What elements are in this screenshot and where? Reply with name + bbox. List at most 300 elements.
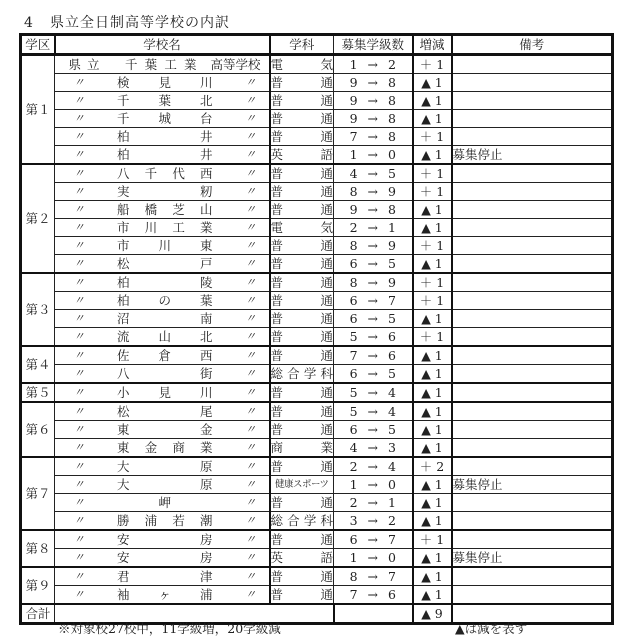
change-cell: ▲ 1: [413, 219, 452, 237]
school-prefix: 〃: [73, 570, 85, 583]
school-name-char: 房: [199, 532, 213, 547]
classes-cell: [334, 402, 413, 421]
classes-from: 6: [349, 256, 358, 271]
school-prefix: 〃: [73, 551, 85, 564]
school-name-chars: [89, 219, 241, 236]
classes-to: 8: [387, 202, 396, 217]
school-name-cell: [55, 476, 270, 494]
classes-from: 4: [349, 166, 358, 181]
school-prefix: 〃: [73, 130, 85, 143]
arrow-icon: →: [367, 495, 378, 510]
school-name-char: 北: [199, 329, 213, 344]
subject: [271, 56, 334, 73]
subject: [271, 110, 334, 127]
section-number: 4: [24, 15, 34, 31]
change-cell: ＋ 1: [413, 164, 452, 183]
arrow-icon: →: [367, 75, 378, 90]
school-name-char: 安: [117, 550, 130, 565]
school-name-char: 勝: [117, 513, 130, 528]
arrow-icon: →: [367, 477, 378, 492]
school-name-char: 沼: [117, 311, 130, 326]
change-cell: ▲ 1: [413, 567, 452, 586]
subject-char: 通: [320, 256, 333, 271]
arrow-icon: →: [367, 256, 378, 271]
district-cell: 第３: [21, 273, 55, 346]
classes-to: 2: [387, 57, 396, 72]
subject-cell: [270, 201, 334, 219]
school-name-cell: [55, 183, 270, 201]
subject-cell: [270, 346, 334, 365]
classes-cell: [334, 292, 413, 310]
school-name-chars: [89, 458, 241, 475]
classes-cell: [334, 383, 413, 402]
school-prefix: 〃: [73, 257, 85, 270]
subject-cell: [270, 512, 334, 531]
school-suffix: 〃: [245, 130, 256, 143]
total-classes-empty: [334, 604, 413, 624]
table-row: [21, 292, 613, 310]
school-name: [55, 292, 269, 309]
classes-to: 4: [387, 385, 396, 400]
school-suffix: 〃: [245, 112, 256, 125]
header-subject: 学科: [270, 35, 334, 55]
school-name-char: 八: [117, 366, 130, 381]
school-suffix: 〃: [245, 441, 256, 454]
change-cell: ＋ 1: [413, 292, 452, 310]
table-row: [21, 328, 613, 347]
subject: [271, 292, 334, 309]
subject-char: 商: [270, 440, 284, 455]
subject-char: 通: [320, 184, 333, 199]
table-row: [21, 567, 613, 586]
total-label: 合計: [21, 604, 55, 624]
school-name-char: 街: [199, 366, 213, 381]
school-name-chars: [89, 549, 241, 566]
school-name-char: 安: [117, 532, 130, 547]
arrow-icon: →: [367, 129, 378, 144]
change-cell: ▲ 1: [413, 476, 452, 494]
school-name: [55, 568, 269, 585]
school-name-chars: [89, 310, 241, 327]
school-name-chars: [89, 146, 241, 163]
subject-cell: [270, 128, 334, 146]
school-name-char: 川: [144, 220, 158, 235]
change-cell: ▲ 1: [413, 365, 452, 384]
classes-cell: [334, 164, 413, 183]
change-cell: ▲ 1: [413, 586, 452, 605]
classes-to: 5: [387, 422, 396, 437]
school-name-char: 山: [158, 329, 171, 344]
school-name: [55, 274, 269, 291]
subject-cell: [270, 494, 334, 512]
school-name-char: の: [158, 293, 171, 308]
school-suffix: 〃: [245, 76, 256, 89]
school-name-char: 流: [117, 329, 130, 344]
classes-cell: [334, 183, 413, 201]
school-prefix: 〃: [73, 94, 85, 107]
table-row: [21, 74, 613, 92]
total-change: ▲ 9: [413, 604, 452, 624]
subject-char: 気: [320, 57, 333, 72]
classes-to: 6: [387, 587, 396, 602]
school-name-char: 袖: [117, 587, 130, 602]
subject: [271, 531, 334, 548]
subject: [271, 219, 334, 236]
remark-cell: [452, 310, 613, 328]
school-name-char: 見: [158, 385, 171, 400]
school-name: [55, 74, 269, 91]
subject-char: 合: [287, 513, 300, 528]
school-name-char: 橋: [144, 202, 158, 217]
footnote-summary: ※対象校27校中，11学級増，20学級減: [58, 621, 281, 636]
school-name-char: 北: [199, 93, 213, 108]
subject: [271, 421, 334, 438]
table-row: [21, 273, 613, 292]
remark-cell: [452, 292, 613, 310]
classes-to: 5: [387, 166, 396, 181]
table-row: [21, 55, 613, 74]
subject: [271, 458, 334, 475]
subject: [271, 439, 334, 456]
school-name-cell: [55, 586, 270, 605]
change-cell: ＋ 1: [413, 55, 452, 74]
arrow-icon: →: [367, 166, 378, 181]
school-name-cell: [55, 346, 270, 365]
subject: [271, 512, 334, 529]
classes-to: 9: [387, 275, 396, 290]
school-name: [55, 439, 269, 456]
district-cell: 第１: [21, 55, 55, 165]
school-name-cell: [55, 128, 270, 146]
remark-cell: 募集停止: [452, 146, 613, 165]
change-cell: ▲ 1: [413, 346, 452, 365]
school-name-char: 若: [172, 513, 185, 528]
school-prefix: 〃: [73, 76, 85, 89]
subject: [271, 586, 334, 603]
section-title-text: 県立全日制高等学校の内訳: [50, 15, 230, 31]
school-prefix: 〃: [73, 423, 85, 436]
school-name-cell: [55, 567, 270, 586]
school-prefix: 〃: [73, 386, 85, 399]
school-name-char: 金: [144, 440, 158, 455]
school-name-chars: [89, 183, 241, 200]
remark-cell: [452, 494, 613, 512]
school-name-char: 川: [199, 385, 213, 400]
school-name-chars: [89, 421, 241, 438]
subject-char: 通: [320, 459, 333, 474]
subject: [271, 183, 334, 200]
subject-char: 学: [303, 513, 317, 528]
classes-to: 6: [387, 348, 396, 363]
school-name-chars: [89, 531, 241, 548]
classes-from: 1: [349, 477, 358, 492]
school-name-char: 川: [199, 75, 213, 90]
classes-to: 5: [387, 256, 396, 271]
subject-cell: [270, 92, 334, 110]
subject-char: 通: [320, 329, 333, 344]
classes-cell: [334, 457, 413, 476]
subject-char: 科: [320, 513, 333, 528]
school-prefix: 〃: [73, 276, 85, 289]
classes-to: 8: [387, 129, 396, 144]
school-name-char: 井: [199, 129, 213, 144]
subject-cell: [270, 55, 334, 74]
classes-from: 4: [349, 440, 358, 455]
arrow-icon: →: [367, 275, 378, 290]
school-name-char: 東: [117, 422, 130, 437]
school-name: [55, 549, 269, 566]
school-name-chars: [89, 365, 241, 382]
classes-cell: [334, 567, 413, 586]
school-name-cell: [55, 201, 270, 219]
change-cell: ＋ 1: [413, 183, 452, 201]
school-name: [55, 219, 269, 236]
remark-cell: [452, 439, 613, 458]
school-suffix: 〃: [245, 478, 256, 491]
school-prefix: 県立: [68, 57, 106, 72]
school-name: [55, 92, 269, 109]
school-prefix: 〃: [73, 496, 85, 509]
school-name-char: 戸: [199, 256, 213, 271]
change-cell: ▲ 1: [413, 310, 452, 328]
subject: [271, 384, 334, 401]
subject-char: 通: [320, 275, 333, 290]
school-suffix: 〃: [245, 239, 256, 252]
subject-char: 普: [270, 93, 284, 108]
subject-char: 普: [270, 111, 284, 126]
subject-char: 普: [270, 166, 284, 181]
arrow-icon: →: [367, 220, 378, 235]
arrow-icon: →: [367, 550, 378, 565]
school-suffix: 〃: [245, 294, 256, 307]
subject-char: 通: [320, 569, 333, 584]
subject: [271, 568, 334, 585]
classes-to: 7: [387, 532, 396, 547]
change-cell: ＋ 1: [413, 128, 452, 146]
classes-from: 9: [349, 93, 358, 108]
school-name-char: 葉: [158, 93, 171, 108]
classes-to: 9: [387, 238, 396, 253]
table-row: [21, 421, 613, 439]
school-name-char: 代: [172, 166, 185, 181]
arrow-icon: →: [367, 184, 378, 199]
school-prefix: 〃: [73, 533, 85, 546]
classes-to: 7: [387, 569, 396, 584]
change-cell: ▲ 1: [413, 201, 452, 219]
school-suffix: 〃: [245, 167, 256, 180]
subject-cell: [270, 183, 334, 201]
remark-cell: [452, 365, 613, 384]
arrow-icon: →: [367, 238, 378, 253]
school-name-char: ヶ: [158, 587, 171, 602]
header-classes: 募集学級数: [334, 35, 413, 55]
subject-char: 総: [270, 366, 284, 381]
school-name-char: 大: [117, 477, 130, 492]
school-prefix: 〃: [73, 294, 85, 307]
remark-cell: [452, 512, 613, 531]
subject-cell: [270, 383, 334, 402]
school-prefix: 〃: [73, 239, 85, 252]
school-name-chars: [89, 92, 241, 109]
subject-char: 通: [320, 111, 333, 126]
subject-char: 普: [270, 184, 284, 199]
school-name-char: 業: [183, 57, 197, 72]
classes-from: 8: [349, 238, 358, 253]
school-name: [55, 201, 269, 218]
school-name-char: 津: [199, 569, 213, 584]
subject-char: 普: [270, 329, 284, 344]
arrow-icon: →: [367, 202, 378, 217]
school-name-char: 松: [117, 404, 130, 419]
school-name: [55, 183, 269, 200]
classes-from: 7: [349, 587, 358, 602]
remark-cell: [452, 164, 613, 183]
arrow-icon: →: [367, 532, 378, 547]
classes-cell: [334, 476, 413, 494]
school-name-char: 尾: [199, 404, 213, 419]
school-prefix: 〃: [73, 514, 85, 527]
remark-cell: [452, 402, 613, 421]
school-breakdown-table: [19, 33, 614, 625]
remark-cell: [452, 328, 613, 347]
school-suffix: 〃: [245, 185, 256, 198]
school-suffix: 〃: [245, 551, 256, 564]
change-cell: ▲ 1: [413, 110, 452, 128]
classes-cell: [334, 310, 413, 328]
header-school: 学校名: [55, 35, 270, 55]
classes-cell: [334, 439, 413, 458]
school-name-char: 金: [199, 422, 213, 437]
school-suffix: 高等学校: [210, 57, 261, 72]
subject: [271, 255, 334, 272]
subject-char: 通: [320, 385, 333, 400]
school-name-cell: [55, 310, 270, 328]
school-suffix: 〃: [245, 460, 256, 473]
remark-cell: 募集停止: [452, 549, 613, 568]
school-name-char: 東: [117, 440, 130, 455]
school-name-chars: [89, 439, 241, 456]
school-name-cell: [55, 273, 270, 292]
school-name: [55, 384, 269, 401]
table-row: [21, 146, 613, 165]
school-name: [55, 421, 269, 438]
school-name-char: 芝: [172, 202, 185, 217]
classes-from: 8: [349, 569, 358, 584]
remark-cell: [452, 346, 613, 365]
classes-to: 8: [387, 93, 396, 108]
classes-to: 8: [387, 111, 396, 126]
school-name-chars: [89, 274, 241, 291]
school-name: [55, 494, 269, 511]
school-prefix: 〃: [73, 405, 85, 418]
remark-cell: [452, 110, 613, 128]
school-name-cell: [55, 328, 270, 347]
subject-char: 業: [320, 440, 333, 455]
subject-cell: [270, 476, 334, 494]
subject-char: 通: [320, 238, 333, 253]
school-suffix: 〃: [245, 405, 256, 418]
change-cell: ▲ 1: [413, 146, 452, 165]
school-suffix: 〃: [245, 349, 256, 362]
table-row: [21, 512, 613, 531]
remark-cell: [452, 255, 613, 274]
remark-cell: [452, 183, 613, 201]
subject: [271, 549, 334, 566]
subject-cell: [270, 530, 334, 549]
school-name-cell: [55, 237, 270, 255]
classes-cell: [334, 273, 413, 292]
school-name-char: 船: [117, 202, 130, 217]
classes-to: 0: [387, 550, 396, 565]
school-prefix: 〃: [73, 349, 85, 362]
table-row: [21, 476, 613, 494]
classes-from: 2: [349, 459, 358, 474]
arrow-icon: →: [367, 329, 378, 344]
school-name-char: 検: [117, 75, 130, 90]
school-name-char: 市: [117, 238, 130, 253]
school-name-char: 籾: [199, 184, 213, 199]
classes-from: 8: [349, 184, 358, 199]
subject: [271, 128, 334, 145]
school-name-char: 葉: [144, 57, 158, 72]
change-cell: ▲ 1: [413, 549, 452, 568]
school-name-chars: [89, 328, 241, 345]
school-name-chars: [89, 110, 241, 127]
school-name-char: 南: [199, 311, 213, 326]
table-row: [21, 310, 613, 328]
change-cell: ▲ 1: [413, 402, 452, 421]
school-name-chars: [89, 165, 241, 182]
table-row: [21, 346, 613, 365]
subject-cell: [270, 549, 334, 568]
header-row: [21, 35, 613, 55]
school-suffix: 〃: [245, 570, 256, 583]
header-remarks: 備考: [452, 35, 613, 55]
change-cell: ▲ 1: [413, 439, 452, 458]
remark-cell: [452, 273, 613, 292]
school-name: [55, 165, 269, 182]
table-body: [21, 55, 613, 624]
school-name-cell: [55, 219, 270, 237]
school-name-chars: [89, 494, 241, 511]
subject-cell: [270, 74, 334, 92]
remark-cell: [452, 74, 613, 92]
classes-from: 6: [349, 311, 358, 326]
school-name: [55, 255, 269, 272]
table-row: [21, 128, 613, 146]
school-name-char: 倉: [158, 348, 171, 363]
change-cell: ＋ 1: [413, 530, 452, 549]
table-row: [21, 110, 613, 128]
subject: [271, 74, 334, 91]
classes-from: 2: [349, 220, 358, 235]
classes-cell: [334, 494, 413, 512]
school-name-char: 浦: [199, 587, 213, 602]
district-cell: 第９: [21, 567, 55, 604]
school-name: [55, 512, 269, 529]
remark-cell: [452, 237, 613, 255]
school-name-chars: [89, 586, 241, 603]
school-name-char: 八: [117, 166, 130, 181]
subject: [271, 310, 334, 327]
table-row: [21, 494, 613, 512]
subject: [271, 347, 334, 364]
change-cell: ▲ 1: [413, 92, 452, 110]
school-name-chars: [89, 347, 241, 364]
subject-cell: [270, 439, 334, 458]
school-name-char: 西: [199, 348, 213, 363]
school-name-cell: [55, 74, 270, 92]
